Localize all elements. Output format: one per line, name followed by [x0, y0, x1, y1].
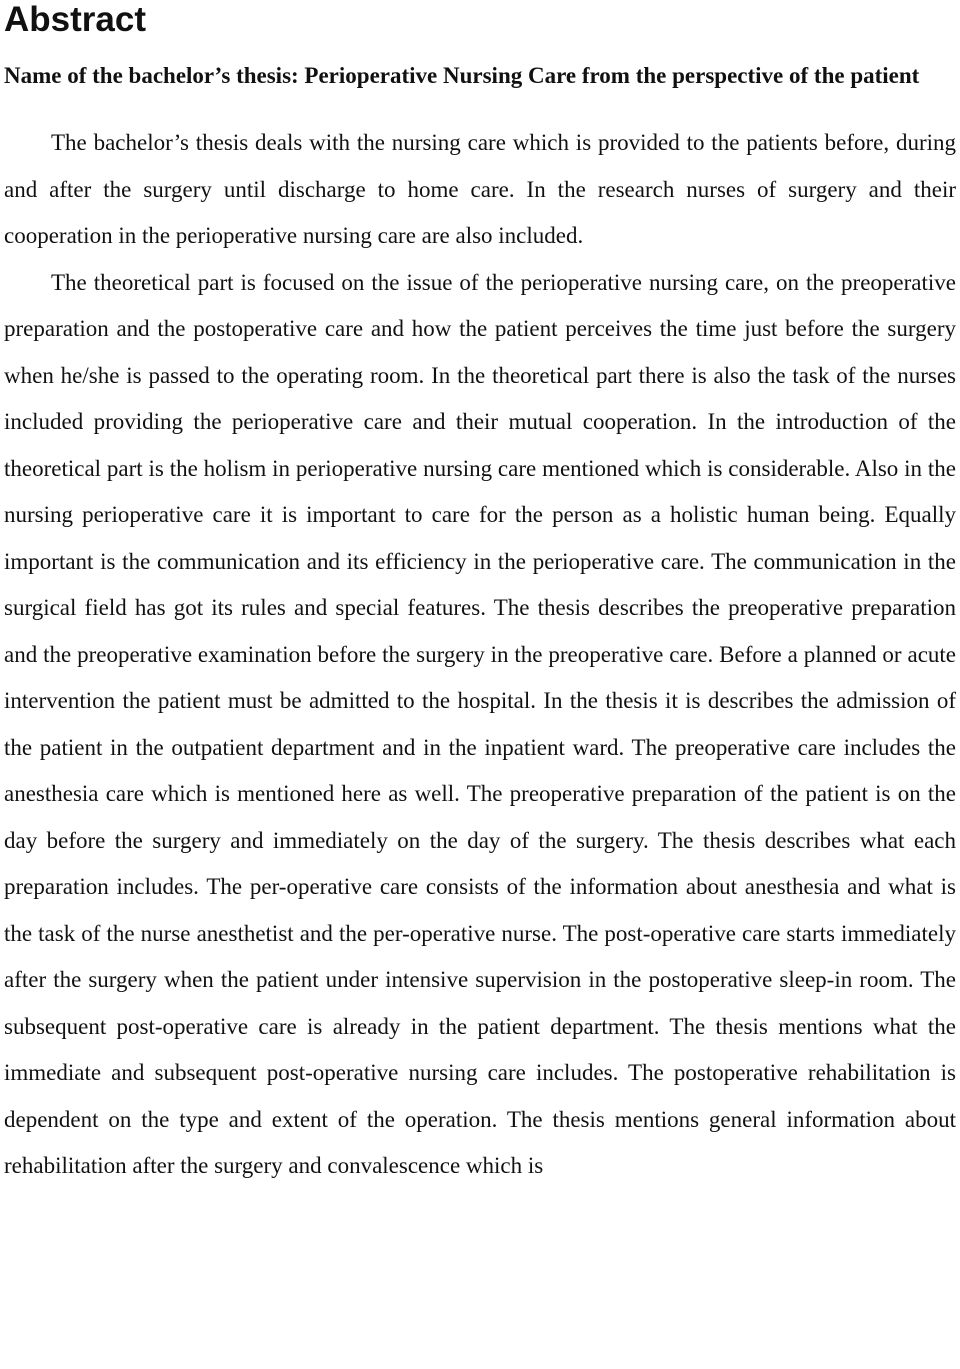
abstract-paragraph-1: The bachelor’s thesis deals with the nursing care which is provided to the patients before, during and after the surgery until discharge to home care. In the research nurses of surgery and their cooperation in the perioperative nursing care are also included.: [4, 130, 956, 248]
abstract-paragraph-2: The theoretical part is focused on the issue of the perioperative nursing care, on the preoperative preparation and the postoperative care and how the patient perceives the time just before the surgery when he/she is passed to the operating room. In the theoretical part there is also the task of the nurses included providing the perioperative care and their mutual cooperation. In the introduction of the theoretical part is the holism in perioperative nursing care mentioned which is considerable. Also in the nursing perioperative care it is important to care for the person as a holistic human being. Equally important is the communication and its efficiency in the perioperative care. The communication in the surgical field has got its rules and special features. The thesis describes the preoperative preparation and the preoperative examination before the surgery in the preoperative care. Before a planned or acute intervention the patient must be admitted to the hospital. In the thesis it is describes the admission of the patient in the outpatient department and in the inpatient ward. The preoperative care includes the anesthesia care which is mentioned here as well. The preoperative preparation of the patient is on the day before the surgery and immediately on the day of the surgery. The thesis describes what each preparation includes. The per-operative care consists of the information about anesthesia and what is the task of the nurse anesthetist and the per-operative nurse. The post-operative care starts immediately after the surgery when the patient under intensive supervision in the postoperative sleep-in room. The subsequent post-operative care is already in the patient department. The thesis mentions what the immediate and subsequent post-operative nursing care includes. The postoperative rehabilitation is dependent on the type and extent of the operation. The thesis mentions general information about rehabilitation after the surgery and convalescence which is: [4, 269, 956, 1178]
page-title: Abstract: [4, 0, 146, 39]
thesis-title: Name of the bachelor’s thesis: Perioperative Nursing Care from the perspective of the patient: [4, 63, 920, 88]
